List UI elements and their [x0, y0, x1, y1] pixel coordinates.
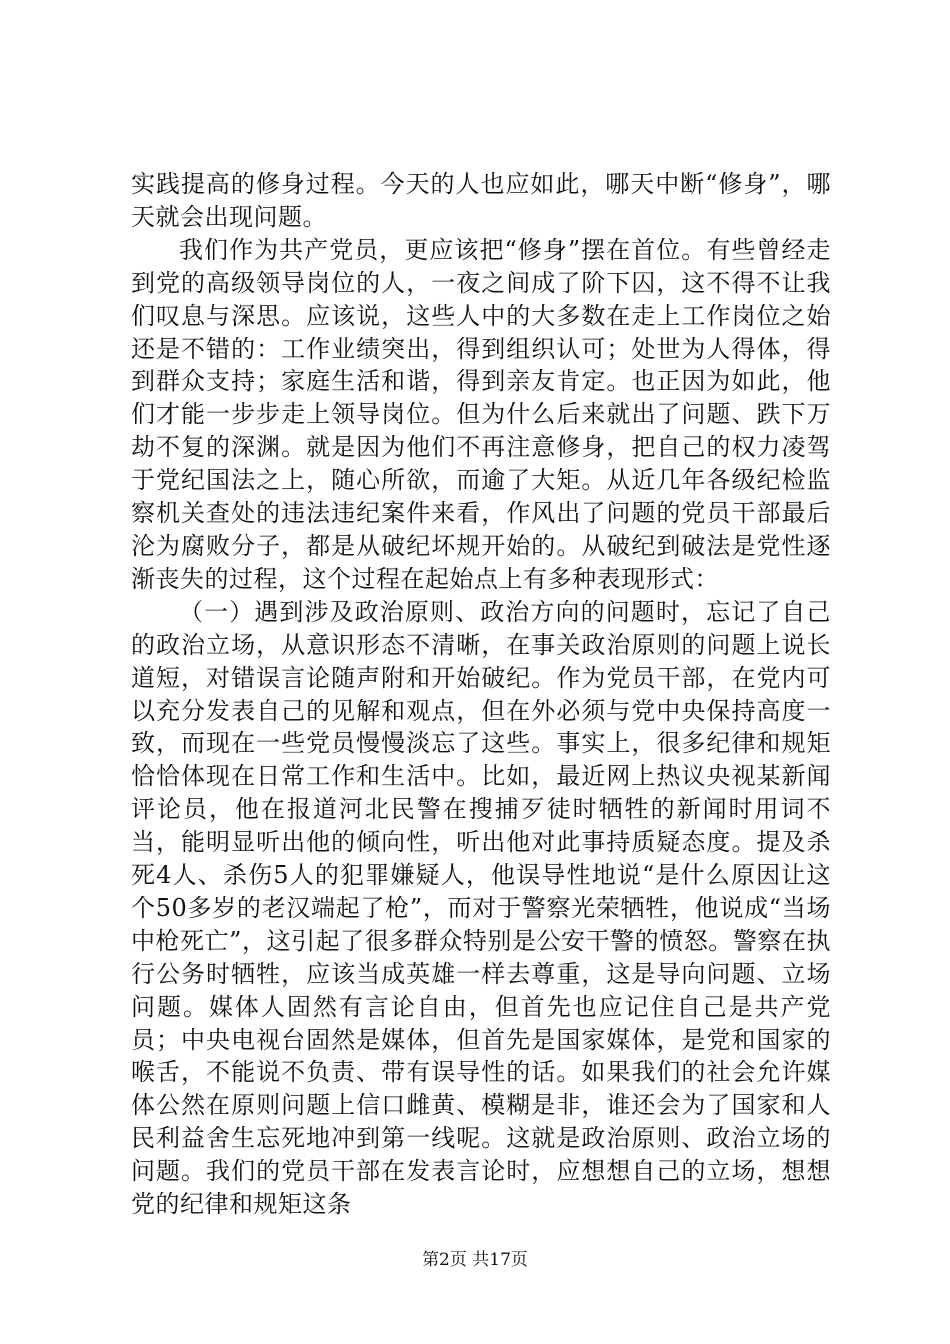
page-number: 第2页 共17页 — [422, 1250, 528, 1270]
paragraph-continuation: 实践提高的修身过程。今天的人也应如此，哪天中断“修身”，哪天就会出现问题。 — [131, 170, 831, 231]
paragraph-political-principle: （一）遇到涉及政治原则、政治方向的问题时，忘记了自己的政治立场，从意识形态不清晰，在事关政治原则的问题上说长道短，对错误言论随声附和开始破纪。作为党员干部，在党内可以充分发表自己的见解和观点，但在外必须与党中央保持高度一致，而现在一些党员慢慢淡忘了这些。事实上，很多纪律和规矩恰恰体现在日常工作和生活中。比如，最近网上热议央视某新闻评论员，他在报道河北民警在搜捕歹徒时牺牲的新闻时用词不当，能明显听出他的倾向性，听出他对此事持质疑态度。提及杀死4人、杀伤5人的犯罪嫌疑人，他误导性地说“是什么原因让这个50多岁的老汉端起了枪”，而对于警察光荣牺牲，他说成“当场中枪死亡”，这引起了很多群众特别是公安干警的愤怒。警察在执行公务时牺牲，应该当成英雄一样去尊重，这是导向问题、立场问题。媒体人固然有言论自由，但首先也应记住自己是共产党员；中央电视台固然是媒体，但首先是国家媒体，是党和国家的喉舌，不能说不负责、带有误导性的话。如果我们的社会允许媒体公然在原则问题上信口雌黄、模糊是非，谁还会为了国家和人民利益舍生忘死地冲到第一线呢。这就是政治原则、政治立场的问题。我们的党员干部在发表言论时，应想想自己的立场，想想党的纪律和规矩这条 — [131, 597, 831, 1219]
document-body — [131, 168, 831, 1221]
paragraph-self-cultivation: 我们作为共产党员，更应该把“修身”摆在首位。有些曾经走到党的高级领导岗位的人，一夜之间成了阶下囚，这不得不让我们叹息与深思。应该说，这些人中的大多数在走上工作岗位之始还是不错的：工作业绩突出，得到组织认可；处世为人得体，得到群众支持；家庭生活和谐，得到亲友肯定。也正因为如此，他们才能一步步走上领导岗位。但为什么后来就出了问题、跌下万劫不复的深渊。就是因为他们不再注意修身，把自己的权力凌驾于党纪国法之上，随心所欲，而逾了大矩。从近几年各级纪检监察机关查处的违法违纪案件来看，作风出了问题的党员干部最后沦为腐败分子，都是从破纪坏规开始的。从破纪到破法是党性逐渐丧失的过程，这个过程在起始点上有多种表现形式： — [131, 235, 831, 593]
